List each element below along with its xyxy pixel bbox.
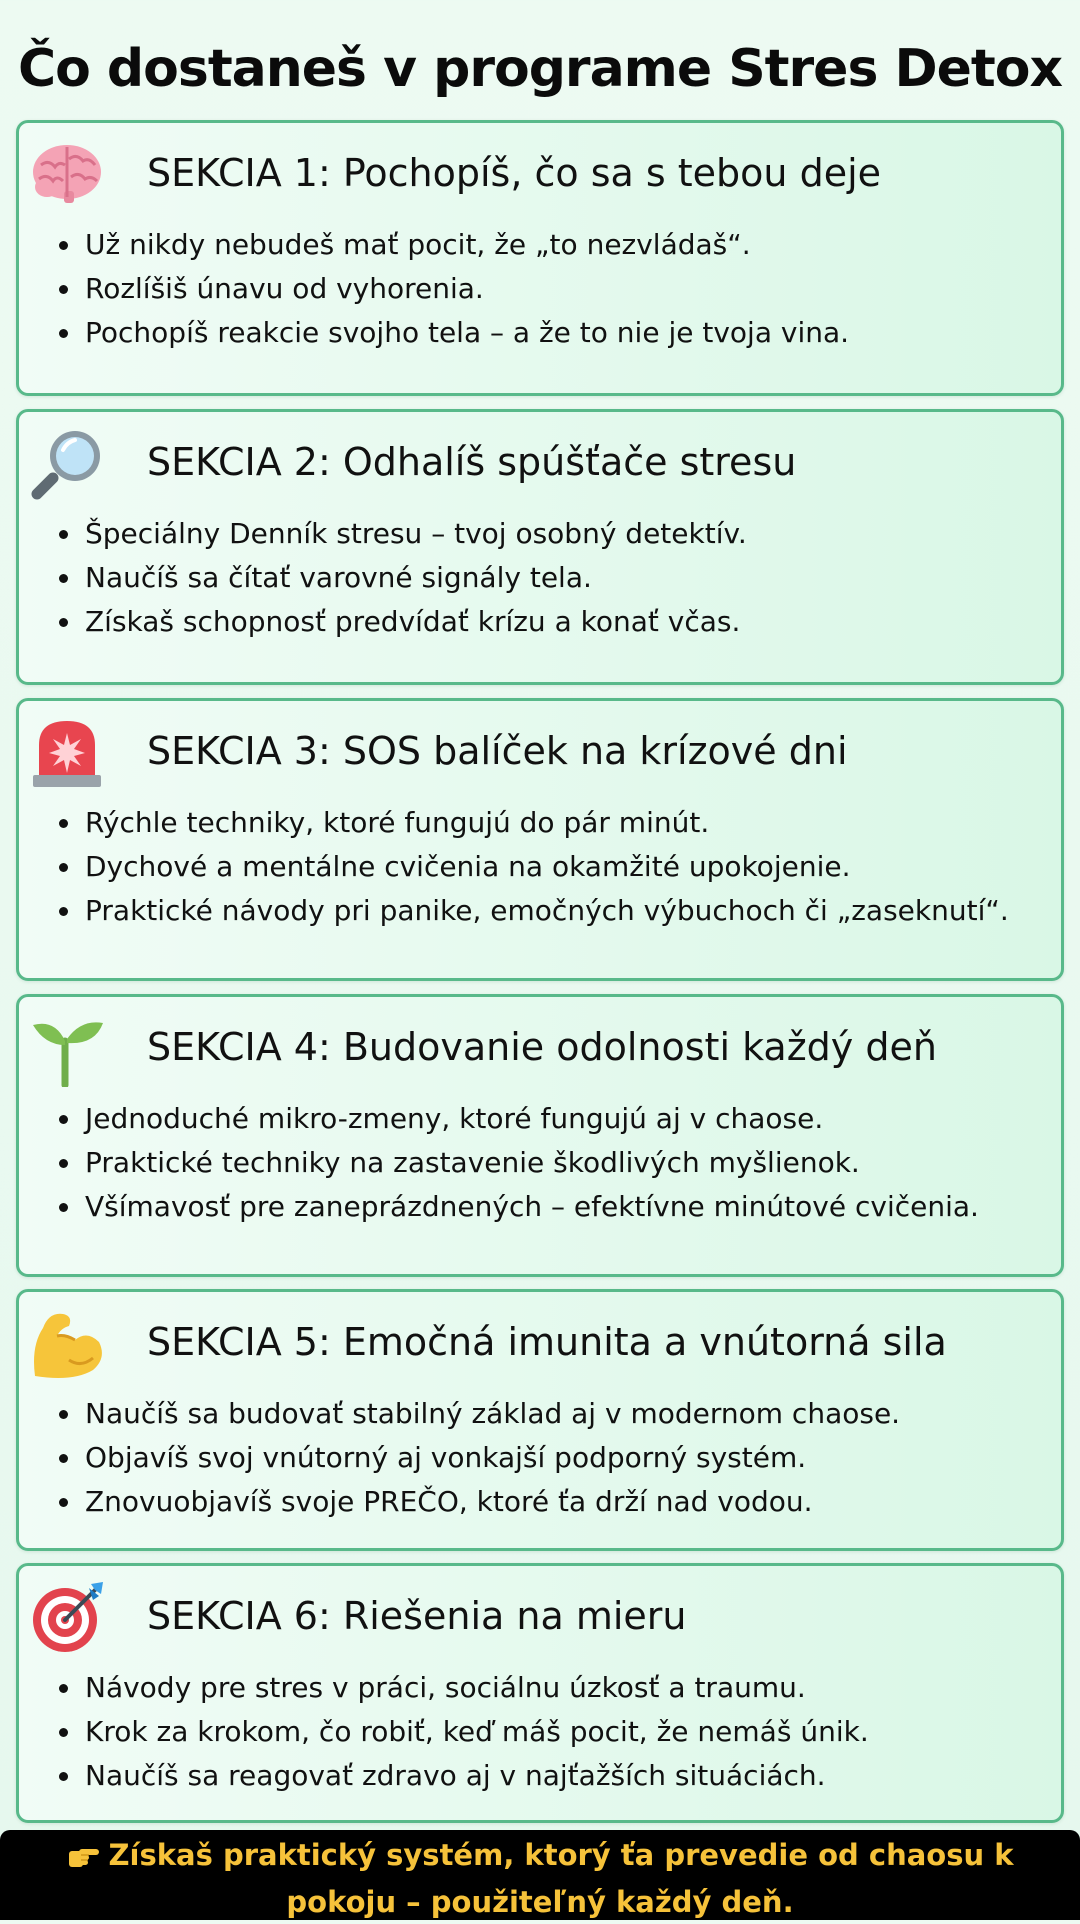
list-item: Naučíš sa čítať varovné signály tela. [55, 556, 1045, 600]
footer-message [30, 1834, 1050, 1924]
list-item: Pochopíš reakcie svojho tela – a že to nie je tvoja vina. [55, 311, 1045, 355]
footer-text: Získaš praktický systém, ktorý ťa prevedie od chaosu k pokoju – použiteľný každý deň. [108, 1838, 1014, 1919]
section-title: SEKCIA 4: Budovanie odolnosti každý deň [147, 1025, 937, 1069]
list-item: Špeciálny Denník stresu – tvoj osobný detektív. [55, 512, 1045, 556]
section-title: SEKCIA 2: Odhalíš spúšťače stresu [147, 440, 797, 484]
list-item: Znovuobjavíš svoje PREČO, ktoré ťa drží nad vodou. [55, 1480, 1045, 1524]
list-item: Dychové a mentálne cvičenia na okamžité upokojenie. [55, 845, 1045, 889]
list-item: Rozlíšiš únavu od vyhorenia. [55, 267, 1045, 311]
section-card-4 [16, 994, 1064, 1277]
pointing-hand-icon [67, 1838, 101, 1881]
section-list [55, 512, 1045, 644]
section-title: SEKCIA 1: Pochopíš, čo sa s tebou deje [147, 151, 882, 195]
list-item: Praktické techniky na zastavenie škodlivých myšlienok. [55, 1141, 1045, 1185]
section-list [55, 1097, 1045, 1229]
list-item: Naučíš sa reagovať zdravo aj v najťažších situáciách. [55, 1754, 1045, 1798]
list-item: Rýchle techniky, ktoré fungujú do pár minút. [55, 801, 1045, 845]
section-card-6 [16, 1563, 1064, 1823]
magnifying-glass-icon [29, 426, 105, 502]
section-title: SEKCIA 6: Riešenia na mieru [147, 1594, 687, 1638]
siren-light-icon [29, 715, 105, 791]
section-list [55, 801, 1045, 933]
seedling-icon [29, 1011, 105, 1087]
list-item: Všímavosť pre zaneprázdnených – efektívne minútové cvičenia. [55, 1185, 1045, 1229]
list-item: Praktické návody pri panike, emočných výbuchoch či „zaseknutí“. [55, 889, 1045, 933]
list-item: Objavíš svoj vnútorný aj vonkajší podporný systém. [55, 1436, 1045, 1480]
list-item: Krok za krokom, čo robiť, keď máš pocit, že nemáš únik. [55, 1710, 1045, 1754]
target-dart-icon [29, 1580, 105, 1656]
section-card-3 [16, 698, 1064, 981]
list-item: Jednoduché mikro-zmeny, ktoré fungujú aj v chaose. [55, 1097, 1045, 1141]
section-card-5 [16, 1289, 1064, 1551]
section-title: SEKCIA 3: SOS balíček na krízové dni [147, 729, 848, 773]
section-list [55, 223, 1045, 355]
footer-banner [0, 1830, 1080, 1920]
section-card-2 [16, 409, 1064, 685]
brain-icon [29, 137, 105, 213]
list-item: Získaš schopnosť predvídať krízu a konať včas. [55, 600, 1045, 644]
list-item: Už nikdy nebudeš mať pocit, že „to nezvládaš“. [55, 223, 1045, 267]
section-list [55, 1666, 1045, 1798]
page-title: Čo dostaneš v programe Stres Detox [17, 39, 1063, 99]
flexed-biceps-icon [29, 1306, 105, 1382]
list-item: Naučíš sa budovať stabilný základ aj v modernom chaose. [55, 1392, 1045, 1436]
list-item: Návody pre stres v práci, sociálnu úzkosť a traumu. [55, 1666, 1045, 1710]
section-card-1 [16, 120, 1064, 396]
section-list [55, 1392, 1045, 1524]
section-title: SEKCIA 5: Emočná imunita a vnútorná sila [147, 1320, 947, 1364]
